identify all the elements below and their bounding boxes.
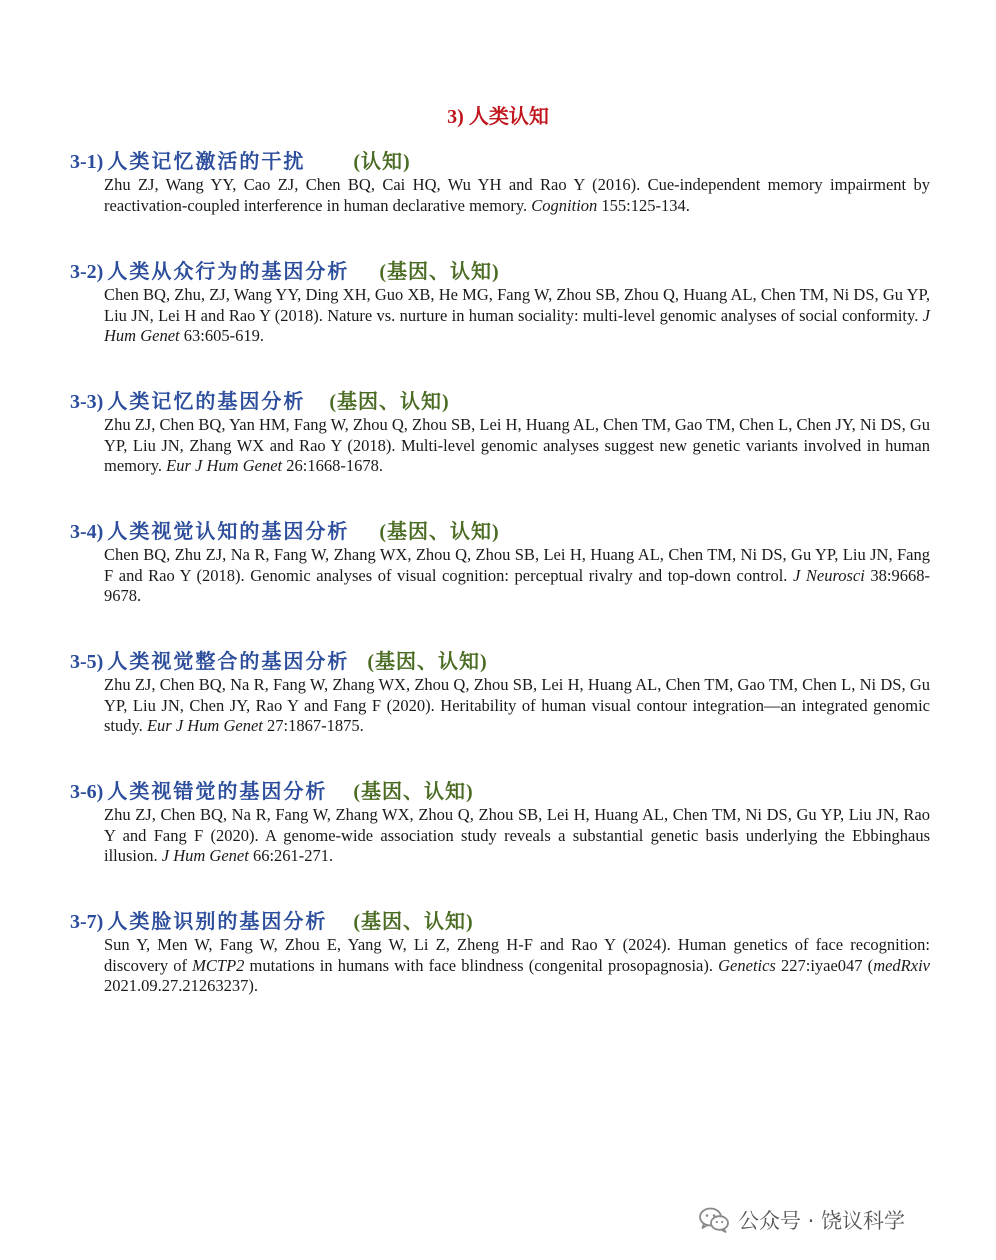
entry-topic: 人类视觉整合的基因分析 — [107, 651, 350, 673]
citation-volume: 26:1668-1678. — [282, 456, 383, 475]
reference-text — [104, 935, 930, 997]
entry-topic: 人类脸识别的基因分析 — [107, 911, 328, 933]
reference-entry-3-3 — [70, 389, 930, 477]
entry-topic: 人类记忆激活的干扰 — [107, 151, 306, 173]
wechat-icon — [698, 1206, 730, 1234]
reference-authors: Chen BQ, Zhu ZJ, Na R, Fang W, Zhang WX, Zhou Q, Zhou SB, Lei H, Huang AL, Chen TM, Ni DS, Gu YP, Liu JN, Fang F and Rao Y (2018). Genomic analyses of visual cognition: perceptual rivalry and top-down control. — [104, 545, 930, 585]
entry-number: 3-5) — [70, 651, 104, 673]
preprint-id: 2021.09.27.21263237). — [104, 976, 258, 995]
reference-text — [104, 545, 930, 607]
entry-topic: 人类视觉认知的基因分析 — [107, 521, 350, 543]
reference-authors: Zhu ZJ, Chen BQ, Na R, Fang W, Zhang WX, Zhou Q, Zhou SB, Lei H, Huang AL, Chen TM, Ni DS, Gu YP, Liu JN, Rao Y and Fang F (2020). A genome-wide association study reveals a substantial genetic basis underlying the Ebbinghaus illusion. — [104, 805, 930, 865]
entry-number: 3-2) — [70, 261, 104, 283]
citation-volume: 27:1867-1875. — [262, 716, 364, 735]
journal-name: J Neurosci — [792, 565, 865, 585]
entry-tag: (认知) — [353, 151, 411, 173]
watermark — [698, 1206, 905, 1234]
reference-text — [104, 415, 930, 477]
reference-entry-3-5 — [70, 649, 930, 737]
reference-text — [104, 675, 930, 737]
journal-name: Eur J Hum Genet — [166, 456, 283, 475]
reference-title-continued: mutations in humans with face blindness (congenital prosopagnosia). — [244, 955, 719, 975]
entry-number: 3-4) — [70, 521, 104, 543]
entry-topic: 人类视错觉的基因分析 — [107, 781, 328, 803]
entry-heading — [70, 909, 930, 935]
entry-heading — [70, 519, 930, 545]
entry-heading — [70, 389, 930, 415]
reference-authors: Zhu ZJ, Wang YY, Cao ZJ, Chen BQ, Cai HQ, Wu YH and Rao Y (2016). Cue-independent memory impairment by reactivation-coupled interference in human declarative memory. — [104, 175, 930, 215]
citation-volume: 63:605-619. — [179, 326, 264, 345]
journal-name: Eur J Hum Genet — [146, 716, 263, 735]
entry-topic: 人类记忆的基因分析 — [107, 391, 306, 413]
entry-number: 3-3) — [70, 391, 104, 413]
entry-number: 3-1) — [70, 151, 104, 173]
entry-number: 3-7) — [70, 911, 104, 933]
reference-entry-3-1 — [70, 149, 930, 216]
gene-name: MCTP2 — [192, 955, 245, 975]
watermark-text: 公众号 · 饶议科学 — [738, 1209, 906, 1233]
journal-name: Cognition — [531, 195, 598, 215]
citation-volume: 155:125-134. — [597, 195, 690, 215]
entry-number: 3-6) — [70, 781, 104, 803]
journal-name: Genetics — [718, 955, 776, 975]
citation-volume: 66:261-271. — [248, 846, 334, 865]
reference-authors: Zhu ZJ, Chen BQ, Yan HM, Fang W, Zhou Q, Zhou SB, Lei H, Huang AL, Chen TM, Gao TM, Chen L, Chen JY, Ni DS, Gu YP, Liu JN, Zhang WX and Rao Y (2018). Multi-level genomic analyses suggest new genetic variants involved in human memory. — [104, 415, 930, 475]
reference-text — [104, 175, 930, 216]
entry-tag: (基因、认知) — [379, 521, 500, 543]
journal-name: J Hum Genet — [104, 305, 930, 345]
citation-volume: 227:iyae047 ( — [775, 955, 874, 975]
reference-text — [104, 285, 930, 347]
citation-volume: 38:9668-9678. — [104, 565, 930, 605]
preprint-server: medRxiv — [873, 955, 930, 975]
reference-entry-3-2 — [70, 259, 930, 347]
journal-name: J Hum Genet — [161, 846, 249, 865]
reference-text — [104, 805, 930, 867]
entry-heading — [70, 259, 930, 285]
reference-authors: Zhu ZJ, Chen BQ, Na R, Fang W, Zhang WX, Zhou Q, Zhou SB, Lei H, Huang AL, Chen TM, Gao TM, Chen L, Ni DS, Gu YP, Liu JN, Chen JY, Rao Y and Fang F (2020). Heritability of human visual contour integration—an integrated genomic study. — [104, 675, 930, 735]
entry-heading — [70, 649, 930, 675]
entry-tag: (基因、认知) — [367, 651, 488, 673]
entry-heading — [70, 779, 930, 805]
entry-tag: (基因、认知) — [353, 781, 474, 803]
reference-entry-3-6 — [70, 779, 930, 867]
entry-tag: (基因、认知) — [329, 391, 450, 413]
section-title: 3) 人类认知 — [447, 106, 549, 128]
reference-authors: Sun Y, Men W, Fang W, Zhou E, Yang W, Li Z, Zheng H-F and Rao Y (2024). Human genetics of face recognition: discovery of — [104, 935, 930, 975]
entry-topic: 人类从众行为的基因分析 — [107, 261, 350, 283]
entry-heading — [70, 149, 930, 175]
reference-authors: Chen BQ, Zhu, ZJ, Wang YY, Ding XH, Guo XB, He MG, Fang W, Zhou SB, Zhou Q, Huang AL, Chen TM, Ni DS, Gu YP, Liu JN, Lei H and Rao Y (2018). Nature vs. nurture in human sociality: multi-level genomic analyses of social conformity. — [104, 285, 930, 325]
entry-tag: (基因、认知) — [379, 261, 500, 283]
entry-tag: (基因、认知) — [353, 911, 474, 933]
reference-entry-3-7 — [70, 909, 930, 997]
reference-entry-3-4 — [70, 519, 930, 607]
